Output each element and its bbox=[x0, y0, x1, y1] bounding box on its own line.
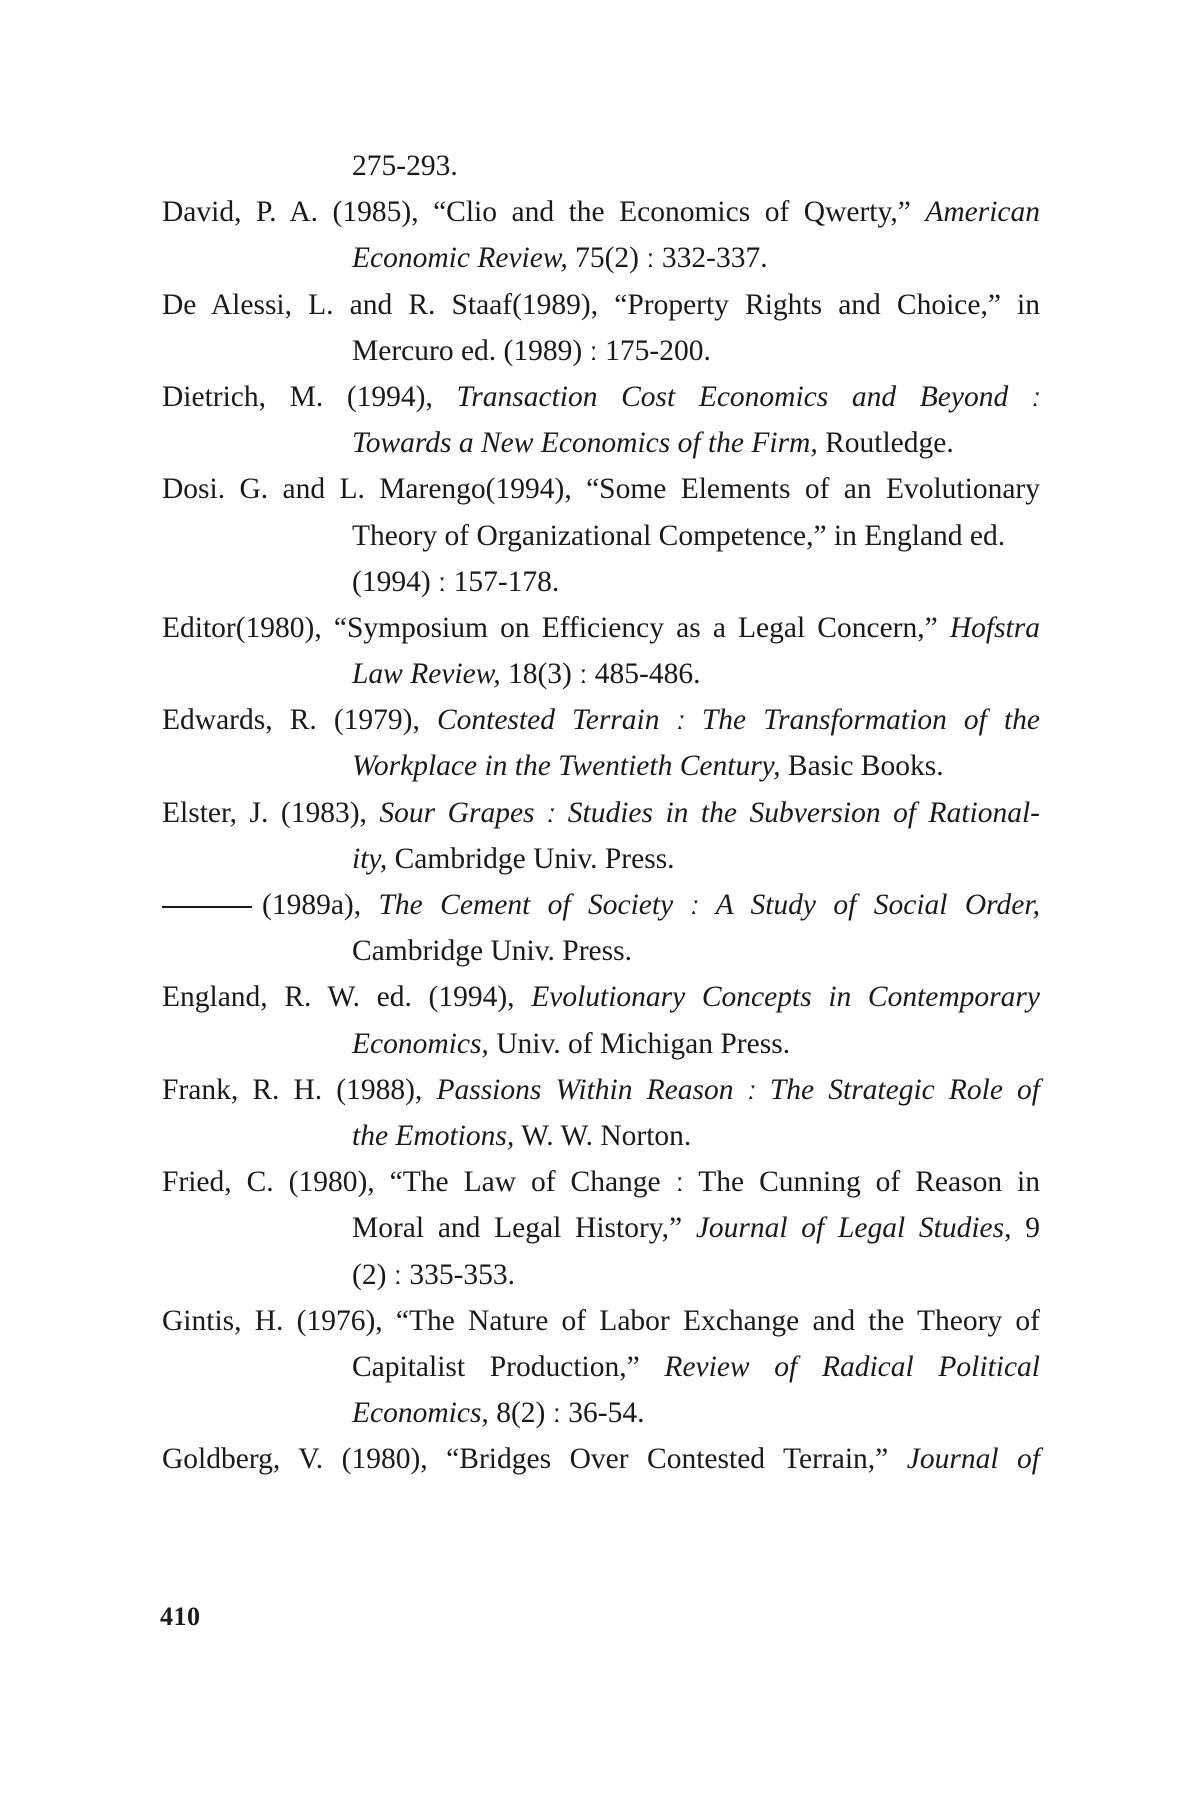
ref-entry-gintis: Gintis, H. (1976), “The Nature of Labor Exchange and the Theory of bbox=[162, 1304, 1040, 1337]
ref-entry-frank: Frank, R. H. (1988), Passions Within Reason ː The Strategic Role of bbox=[162, 1073, 1041, 1106]
ref-entry-elster-1989a: (1989a), The Cement of Society ː A Study of Social Order, bbox=[162, 882, 1040, 928]
ref-line: Mercuro ed. (1989) ː 175-200. bbox=[352, 334, 711, 367]
page-number: 410 bbox=[160, 1602, 201, 1631]
ref-line: Law Review, 18(3) ː 485-486. bbox=[352, 658, 701, 691]
ref-line: Cambridge Univ. Press. bbox=[352, 935, 632, 968]
ref-entry-goldberg: Goldberg, V. (1980), “Bridges Over Contested Terrain,” Journal of bbox=[162, 1443, 1041, 1476]
reference-list bbox=[162, 143, 1040, 1482]
ref-line: the Emotions, W. W. Norton. bbox=[352, 1119, 692, 1152]
ref-entry-david: David, P. A. (1985), “Clio and the Economics of Qwerty,” American bbox=[162, 196, 1040, 229]
ref-entry-edwards: Edwards, R. (1979), Contested Terrain ː The Transformation of the bbox=[162, 704, 1040, 737]
ref-line: (2) ː 335-353. bbox=[352, 1258, 516, 1291]
ref-line: Workplace in the Twentieth Century, Basic Books. bbox=[352, 750, 944, 783]
ref-entry-elster-1983: Elster, J. (1983), Sour Grapes ː Studies in the Subversion of Rational- bbox=[162, 796, 1040, 829]
ref-line: Towards a New Economics of the Firm, Routledge. bbox=[352, 427, 954, 460]
ref-line: 275-293. bbox=[352, 150, 458, 182]
ref-line: ity, Cambridge Univ. Press. bbox=[352, 842, 675, 875]
ref-line: Moral and Legal History,” Journal of Legal Studies, 9 bbox=[352, 1212, 1040, 1245]
ref-line: Capitalist Production,” Review of Radical Political bbox=[352, 1350, 1040, 1383]
ref-line: Theory of Organizational Competence,” in England ed. bbox=[352, 519, 1006, 552]
ref-entry-editor: Editor(1980), “Symposium on Efficiency as a Legal Concern,” Hofstra bbox=[162, 611, 1040, 644]
ref-line: Economic Review, 75(2) ː 332-337. bbox=[352, 242, 768, 275]
ref-line: (1994) ː 157-178. bbox=[352, 565, 560, 598]
ref-line: Economics, Univ. of Michigan Press. bbox=[352, 1027, 791, 1060]
ref-line: Economics, 8(2) ː 36-54. bbox=[352, 1397, 645, 1430]
ditto-dash bbox=[162, 906, 252, 908]
ref-entry-dietrich: Dietrich, M. (1994), Transaction Cost Economics and Beyond ː bbox=[162, 380, 1041, 413]
ref-entry-de-alessi: De Alessi, L. and R. Staaf(1989), “Property Rights and Choice,” in bbox=[162, 288, 1040, 321]
ref-entry-england: England, R. W. ed. (1994), Evolutionary Concepts in Contemporary bbox=[162, 981, 1040, 1014]
ref-entry-dosi: Dosi. G. and L. Marengo(1994), “Some Elements of an Evolutionary bbox=[162, 473, 1040, 506]
ref-entry-fried: Fried, C. (1980), “The Law of Change ː The Cunning of Reason in bbox=[162, 1166, 1040, 1199]
